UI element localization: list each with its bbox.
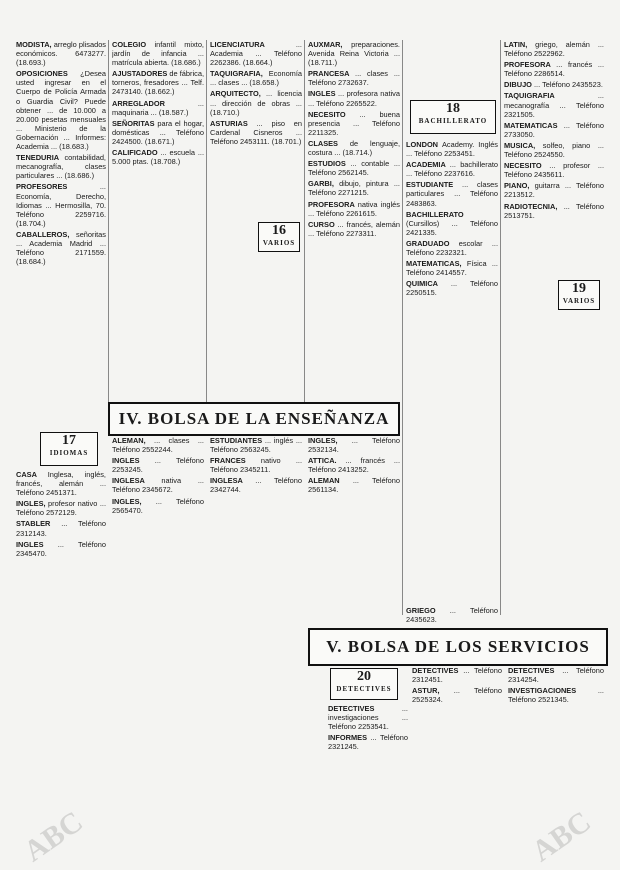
classified-ad	[308, 436, 400, 454]
ad-heading: TAQUIGRAFIA,	[210, 69, 269, 79]
lower-column-3	[210, 436, 302, 850]
classified-ad	[406, 239, 498, 257]
ad-heading: LONDON	[406, 140, 442, 149]
ad-heading: NECESITO	[308, 109, 360, 119]
section-label: VARIOS	[562, 297, 596, 305]
ad-heading: INGLES,	[112, 496, 156, 506]
classified-ad	[308, 89, 400, 107]
classified-ad	[504, 91, 604, 118]
ad-heading: CALIFICADO	[112, 148, 161, 158]
ad-body: ... clases ... Teléfono 2732637.	[308, 69, 400, 88]
watermark-text: ABC	[17, 804, 89, 869]
classified-ad	[406, 210, 498, 237]
section-header-20	[330, 668, 398, 700]
ad-body: ... Teléfono 2435623.	[406, 606, 498, 625]
ad-heading: ASTURIAS	[210, 118, 257, 128]
classified-ad	[412, 666, 502, 684]
ad-heading: INGLES	[112, 456, 155, 466]
ad-body: solfeo, piano ... Teléfono 2524550.	[504, 140, 604, 160]
classified-ad	[406, 279, 498, 297]
classified-ad	[508, 666, 604, 684]
classified-ad	[406, 160, 498, 178]
ad-heading: PROFESORA	[308, 199, 358, 209]
ad-body: ... escuela ... 5.000 ptas. (18.708.)	[112, 148, 204, 167]
ad-heading: RADIOTECNIA,	[504, 201, 564, 211]
lower-column-2	[112, 436, 204, 850]
ad-body: ... inglés ... Teléfono 2563245.	[210, 436, 302, 455]
ad-body: de lenguaje, costura ... (18.714.)	[308, 138, 400, 158]
ad-body: ... profesora nativa ... Teléfono 2265522.	[308, 89, 400, 108]
classified-ad	[504, 141, 604, 159]
classified-ad	[412, 686, 502, 704]
ad-body: ... clases ... Teléfono 2552244.	[112, 436, 204, 455]
ad-body: ... Teléfono 2321245.	[328, 733, 408, 752]
classified-ad	[308, 110, 400, 137]
classified-ad	[210, 476, 302, 494]
classified-ad	[112, 40, 204, 67]
ad-body: ... francés, alemán ... Teléfono 2273311.	[308, 219, 400, 238]
detectives-column-1	[328, 704, 408, 850]
column-4	[308, 40, 400, 420]
classified-ad	[112, 497, 204, 515]
classified-ad	[16, 153, 106, 180]
ad-heading: CLASES	[308, 138, 350, 148]
ad-body: arreglo plisados económicos. 6473277. (18.693.)	[16, 40, 106, 68]
ad-heading: INVESTIGACIONES	[508, 686, 598, 696]
section-number: 19	[572, 281, 586, 296]
classified-ad	[210, 119, 302, 146]
classified-ad	[504, 181, 604, 199]
ad-heading: ATTICA.	[308, 456, 346, 466]
ad-body: preparaciones. Avenida Reina Victoria ... (18.711.)	[308, 40, 400, 68]
column-2	[112, 40, 204, 400]
classified-ad	[308, 456, 400, 474]
ad-heading: TENEDURIA	[16, 153, 65, 163]
classified-ad	[308, 200, 400, 218]
classified-ad	[328, 733, 408, 751]
ad-body: Economía ... clases ... (18.658.)	[210, 69, 302, 88]
classified-ad	[504, 202, 604, 220]
classified-ad	[210, 456, 302, 474]
ad-heading: NECESITO	[504, 161, 550, 171]
column-rule	[108, 40, 109, 402]
classified-ad	[406, 606, 498, 624]
classified-ad	[16, 230, 106, 266]
classified-ad	[16, 69, 106, 151]
section-number: 16	[272, 223, 286, 238]
classified-ad	[308, 220, 400, 238]
ad-body: ... piso en Cardenal Cisneros ... Teléfono 2453111. (18.701.)	[210, 118, 302, 146]
section-number: 20	[357, 669, 371, 684]
ad-heading: ASTUR,	[412, 686, 454, 696]
ad-heading: TAQUIGRAFIA	[504, 91, 598, 101]
ad-heading: MUSICA,	[504, 140, 543, 150]
ad-body: ... maquinaria ... (18.587.)	[112, 98, 204, 117]
ad-heading: MODISTA,	[16, 40, 54, 49]
ad-heading: ALEMAN,	[112, 436, 155, 445]
classified-ad	[504, 161, 604, 179]
ad-body: ... bachillerato ... Teléfono 2237616.	[406, 160, 498, 179]
classified-ad	[16, 540, 106, 558]
classified-ad	[16, 519, 106, 537]
ad-body: contabilidad, mecanografía, clases particulares ... (18.686.)	[16, 153, 106, 181]
ad-heading: PROFESORA	[504, 60, 557, 70]
ad-heading: LICENCIATURA	[210, 40, 296, 49]
ad-body: ... Teléfono 2253245.	[112, 456, 204, 475]
ad-body: infantil mixto, jardín de infancia ... matrícula abierta. (18.686.)	[112, 40, 204, 68]
ad-body: nativa inglés ... Teléfono 2261615.	[308, 199, 400, 218]
column-3a	[210, 40, 302, 220]
ad-heading: PROFESORES	[16, 182, 100, 192]
classified-ad	[328, 704, 408, 731]
column-6	[504, 40, 604, 600]
ad-heading: AJUSTADORES	[112, 69, 170, 79]
ad-heading: ESTUDIOS	[308, 159, 351, 169]
ad-body: ... Teléfono 2525324.	[412, 686, 502, 705]
ad-body: griego, alemán ... Teléfono 2522962.	[504, 40, 604, 59]
ad-heading: DIBUJO	[504, 80, 534, 90]
section-label: BACHILLERATO	[418, 117, 488, 125]
column-rule	[500, 40, 501, 615]
classified-ad	[308, 159, 400, 177]
column-rule	[304, 40, 305, 402]
ad-heading: DETECTIVES	[508, 666, 563, 675]
ad-heading: BACHILLERATO	[406, 209, 464, 219]
ad-body: Inglesa, inglés, francés, alemán ... Teléfono 2451371.	[16, 470, 106, 498]
ad-heading: INGLES	[16, 539, 58, 549]
ad-heading: ESTUDIANTES	[210, 436, 265, 445]
ad-heading: CASA	[16, 470, 48, 479]
classified-ad	[210, 69, 302, 87]
classified-ad	[112, 148, 204, 166]
ad-heading: MATEMATICAS,	[406, 259, 467, 269]
ad-body: ... investigaciones ... Teléfono 2253541.	[328, 704, 408, 732]
ad-body: ... Teléfono 2342744.	[210, 476, 302, 495]
classified-ad	[406, 140, 498, 158]
ad-body: ¿Desea usted ingresar en el Cuerpo de Policía Armada o Guardia Civil? Puede obtener ... de 10.000 a 20.000 pesetas mensuales ... Ministerio de la Gobernación ... Informes: Academia ... (18.683.)	[16, 69, 106, 152]
ad-heading: INGLESA	[112, 476, 162, 486]
classified-ad	[504, 121, 604, 139]
ad-heading: FRANCES	[210, 456, 261, 466]
ad-body: ... clases particulares ... Teléfono 2483863.	[406, 180, 498, 208]
ad-body: Academy. Inglés ... Teléfono 2253451.	[406, 140, 498, 159]
ad-body: nativa ... Teléfono 2345672.	[112, 476, 204, 495]
classified-ad	[210, 89, 302, 116]
ad-heading: OPOSICIONES	[16, 69, 81, 79]
ad-heading: INGLES	[308, 89, 338, 99]
classified-ad	[16, 40, 106, 67]
classified-ad	[308, 40, 400, 67]
section-label: IDIOMAS	[49, 449, 89, 457]
section-label: VARIOS	[262, 239, 296, 247]
column-1	[16, 40, 106, 460]
ad-body: Física ... Teléfono 2414557.	[406, 259, 498, 278]
ad-body: para el hogar, domésticas ... Teléfono 2424500. (18.671.)	[112, 118, 204, 146]
ad-heading: INGLES,	[16, 499, 49, 509]
classified-ad	[504, 80, 604, 89]
ad-heading: INFORMES	[328, 733, 371, 743]
ad-heading: CURSO	[308, 219, 338, 229]
classified-ad	[16, 182, 106, 227]
classified-ad	[112, 119, 204, 146]
ad-heading: INGLESA	[210, 476, 256, 486]
ad-heading: AUXMAR,	[308, 40, 352, 49]
classified-ad	[210, 436, 302, 454]
ad-heading: STABLER	[16, 519, 62, 529]
lower-column-5	[406, 606, 498, 626]
ad-body: (Cursillos) ... Teléfono 2421335.	[406, 218, 498, 237]
classified-ad	[112, 436, 204, 454]
classified-ad	[308, 139, 400, 157]
section-number: 17	[62, 433, 76, 448]
section-header-17	[40, 432, 98, 466]
classified-ad	[308, 179, 400, 197]
ad-body: ... Teléfono 2561134.	[308, 476, 400, 495]
ad-heading: DETECTIVES	[412, 666, 464, 675]
ad-body: ... Teléfono 2521345.	[508, 686, 604, 705]
ad-body: de fábrica, torneros, fresadores ... Telf. 2473140. (18.662.)	[112, 69, 204, 97]
classified-ad	[16, 470, 106, 497]
classified-ad	[406, 180, 498, 207]
ad-heading: ARREGLADOR	[112, 98, 198, 108]
ad-heading: PIANO,	[504, 181, 535, 191]
ad-body: escolar ... Teléfono 2232321.	[406, 238, 498, 258]
ad-body: ... francés ... Teléfono 2413252.	[308, 456, 400, 475]
section-header-18	[410, 100, 496, 134]
ad-body: ... licencia ... dirección de obras ... (18.710.)	[210, 89, 302, 117]
section-header-19	[558, 280, 600, 310]
ad-body: ... contable ... Teléfono 2562145.	[308, 159, 400, 178]
ad-body: ... profesor ... Teléfono 2435611.	[504, 161, 604, 180]
ad-body: señoritas ... Academia Madrid ... Teléfono 2171559. (18.684.)	[16, 229, 106, 267]
ad-body: profesor nativo ... Teléfono 2572129.	[16, 499, 106, 518]
ad-body: ... Academia ... Teléfono 2262386. (18.664.)	[210, 40, 302, 68]
ad-body: ... Teléfono 2314254.	[508, 666, 604, 685]
section-label: DETECTIVES	[336, 685, 392, 693]
column-rule	[206, 40, 207, 402]
banner-bolsa-ensenanza: IV. BOLSA DE LA ENSEÑANZA	[108, 402, 400, 436]
ad-body: dibujo, pintura ... Teléfono 2271215.	[308, 179, 400, 198]
classified-ad	[112, 476, 204, 494]
classified-ad	[112, 69, 204, 96]
ad-body: ... Economía, Derecho, Idiomas ... Hermosilla, 70. Teléfono 2259716. (18.704.)	[16, 182, 106, 228]
classified-ad	[308, 476, 400, 494]
column-rule	[402, 40, 403, 615]
classified-ad	[210, 40, 302, 67]
ad-body: nativo ... Teléfono 2345211.	[210, 456, 302, 475]
banner-bolsa-servicios: V. BOLSA DE LOS SERVICIOS	[308, 628, 608, 666]
ad-heading: MATEMATICAS	[504, 120, 564, 130]
ad-body: ... Teléfono 2513751.	[504, 201, 604, 220]
ad-body: ... Teléfono 2250515.	[406, 279, 498, 298]
ad-heading: PRANCESA	[308, 69, 356, 79]
classified-ad	[16, 499, 106, 517]
detectives-column-2	[412, 666, 502, 850]
column-5	[406, 140, 498, 600]
classified-ad	[508, 686, 604, 704]
ad-body: ... Teléfono 2532134.	[308, 436, 400, 455]
ad-heading: GRADUADO	[406, 238, 459, 248]
ad-heading: QUIMICA	[406, 279, 451, 289]
section-header-16	[258, 222, 300, 252]
classified-ad	[504, 60, 604, 78]
ad-body: guitarra ... Teléfono 2213512.	[504, 181, 604, 200]
ad-heading: ARQUITECTO,	[210, 89, 266, 99]
ad-heading: COLEGIO	[112, 40, 155, 49]
classified-ad	[112, 99, 204, 117]
ad-heading: LATIN,	[504, 40, 536, 49]
ad-heading: ALEMAN	[308, 476, 353, 486]
ad-heading: ESTUDIANTE	[406, 180, 463, 190]
ad-heading: ACADEMIA	[406, 160, 450, 170]
ad-heading: GRIEGO	[406, 606, 450, 615]
ad-body: ... Teléfono 2345470.	[16, 539, 106, 558]
ad-heading: CABALLEROS,	[16, 229, 76, 239]
section-number: 18	[446, 101, 460, 116]
ad-body: ... Teléfono 2435523.	[533, 80, 603, 90]
ad-heading: DETECTIVES	[328, 704, 402, 713]
ad-heading: SEÑORITAS	[112, 118, 158, 128]
ad-body: ... francés ... Teléfono 2286514.	[504, 60, 604, 79]
ad-heading: GARBI,	[308, 179, 340, 189]
ad-heading: INGLES,	[308, 436, 352, 445]
watermark-text: ABC	[525, 804, 597, 869]
ad-body: ... Teléfono 2312451.	[412, 666, 502, 685]
ad-body: ... buena presencia ... Teléfono 2211325.	[308, 109, 400, 137]
ad-body: ... Teléfono 2565470.	[112, 496, 204, 515]
classified-ad	[308, 69, 400, 87]
ad-body: ... Teléfono 2733050.	[504, 120, 604, 139]
ad-body: ... mecanografía ... Teléfono 2321505.	[504, 91, 604, 119]
classified-ad	[112, 456, 204, 474]
lower-column-1	[16, 470, 106, 850]
classified-ad	[406, 259, 498, 277]
ad-body: ... Teléfono 2312143.	[16, 519, 106, 538]
classified-ad	[504, 40, 604, 58]
